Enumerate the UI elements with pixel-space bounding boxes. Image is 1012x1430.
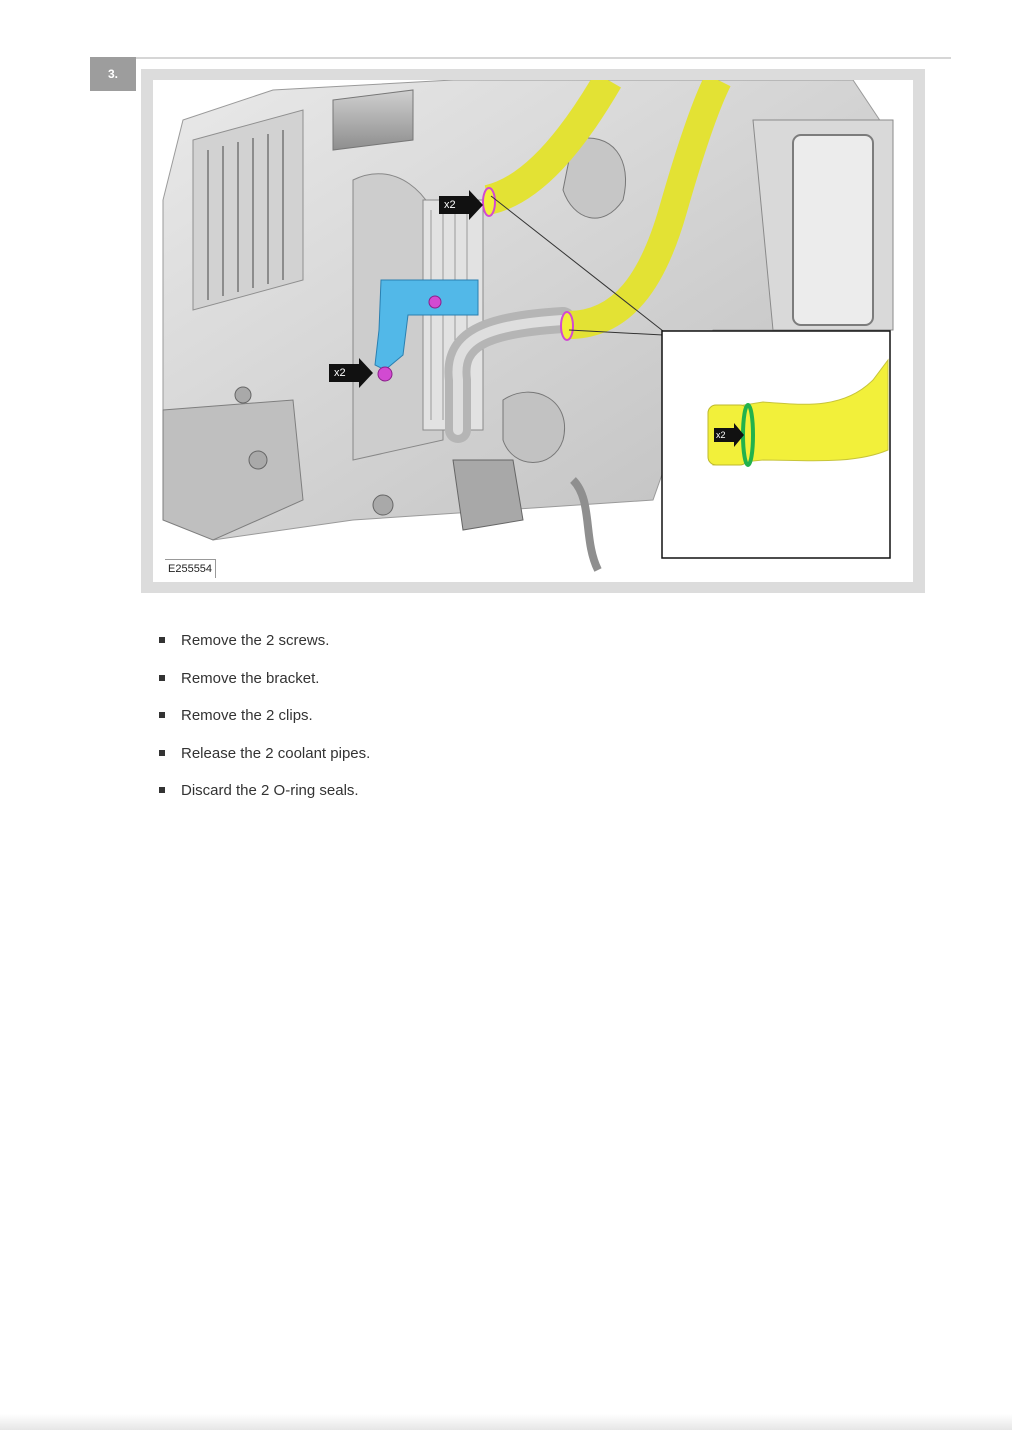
callout-label-upper: x2	[444, 199, 456, 211]
instruction-item: Release the 2 coolant pipes.	[158, 743, 370, 781]
callout-label-lower: x2	[334, 367, 346, 379]
callout-label-inset: x2	[716, 430, 726, 440]
instruction-item: Remove the 2 screws.	[158, 630, 370, 668]
illustration	[153, 80, 913, 582]
instruction-item: Remove the 2 clips.	[158, 705, 370, 743]
instruction-item: Remove the bracket.	[158, 668, 370, 706]
figure-frame	[141, 69, 925, 593]
step-number-badge: 3.	[90, 57, 136, 91]
page-bottom-edge	[0, 1414, 1012, 1430]
instruction-item: Discard the 2 O-ring seals.	[158, 780, 370, 818]
screw-upper	[429, 296, 441, 308]
hvac-illustration-svg	[153, 80, 913, 582]
screw-lower	[378, 367, 392, 381]
figure-id: E255554	[165, 559, 216, 578]
instruction-list	[158, 630, 370, 818]
top-divider	[136, 57, 951, 59]
